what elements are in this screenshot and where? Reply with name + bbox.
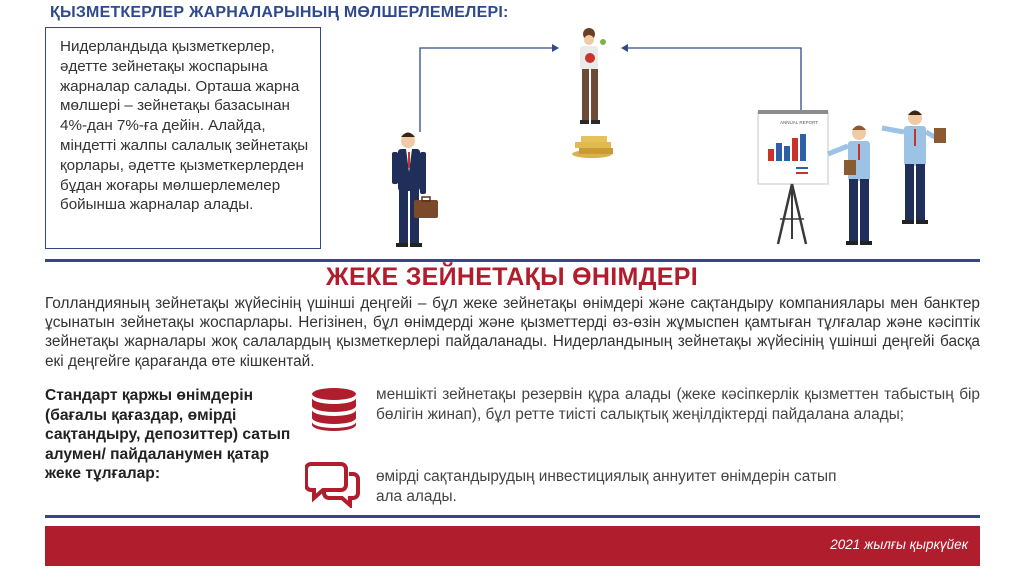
footer-bar [45,526,980,566]
page-heading: ҚЫЗМЕТКЕРЛЕР ЖАРНАЛАРЫНЫҢ МӨЛШЕРЛЕМЕЛЕРІ: [50,4,509,21]
intro-text-box [45,27,321,249]
section-body-text: Голландияның зейнетақы жүйесінің үшінші деңгейі – бұл жеке зейнетақы өнімдері және сақтандыру компаниялары мен банктер ұсынатын зейнетақы жоспарлары. Негізінен, бұл өнімдерді және қызметтерді өз-өзін жұмыспен қамтыған тұлғалар және кәсіптік зейнетақы жарналары жоқ салалардың қызметкерлері пайдаланады. Нидерландының зейнетақы жүйесінің үшінші деңгейі басқа екі деңгейге қарағанда өте кішкентай. [45,295,980,370]
section-divider-bottom [45,515,980,518]
connector-arrows [420,48,801,132]
products-label: Стандарт қаржы өнімдерін (бағалы қағаздар, өмірді сақтандыру, депозиттер) сатып алумен/ пайдаланумен қатар жеке тұлғалар: [45,387,291,483]
investor-figure [572,28,613,158]
businessman-figure [392,133,438,248]
chat-bubbles-icon [305,458,361,508]
business-illustration [330,24,990,254]
section-divider-top [45,259,980,262]
database-icon [310,387,358,431]
section-title: ЖЕКЕ ЗЕЙНЕТАҚЫ ӨНІМДЕРІ [326,263,698,291]
footer-date: 2021 жылғы қыркүйек [830,537,968,552]
presenters-figures [828,111,946,246]
intro-text: Нидерландыда қызметкерлер, әдетте зейнетақы жоспарына жарналар салады. Орташа жарна мөлшері – зейнетақы базасынан 4%-дан 7%-ға дейін. Алайда, міндетті жалпы салалық зейнетақы қорлары, әдетте қызметкерлерден бұдан жоғары мөлшерлемелер бойынша жарналар алады. [60,38,309,214]
report-label: ANNUAL REPORT [780,120,819,125]
annual-report-board [758,110,828,244]
product-item-annuity: өмірді сақтандырудың инвестициялық аннуитет өнімдерін сатып ала алады. [376,468,837,506]
product-item-reserve: меншікті зейнетақы резервін құра алады (жеке кәсіпкерлік қызметтен табыстың бір бөлігін жинап), бұл ретте тиісті салықтық жеңілдіктерді пайдалана алады; [376,386,980,424]
